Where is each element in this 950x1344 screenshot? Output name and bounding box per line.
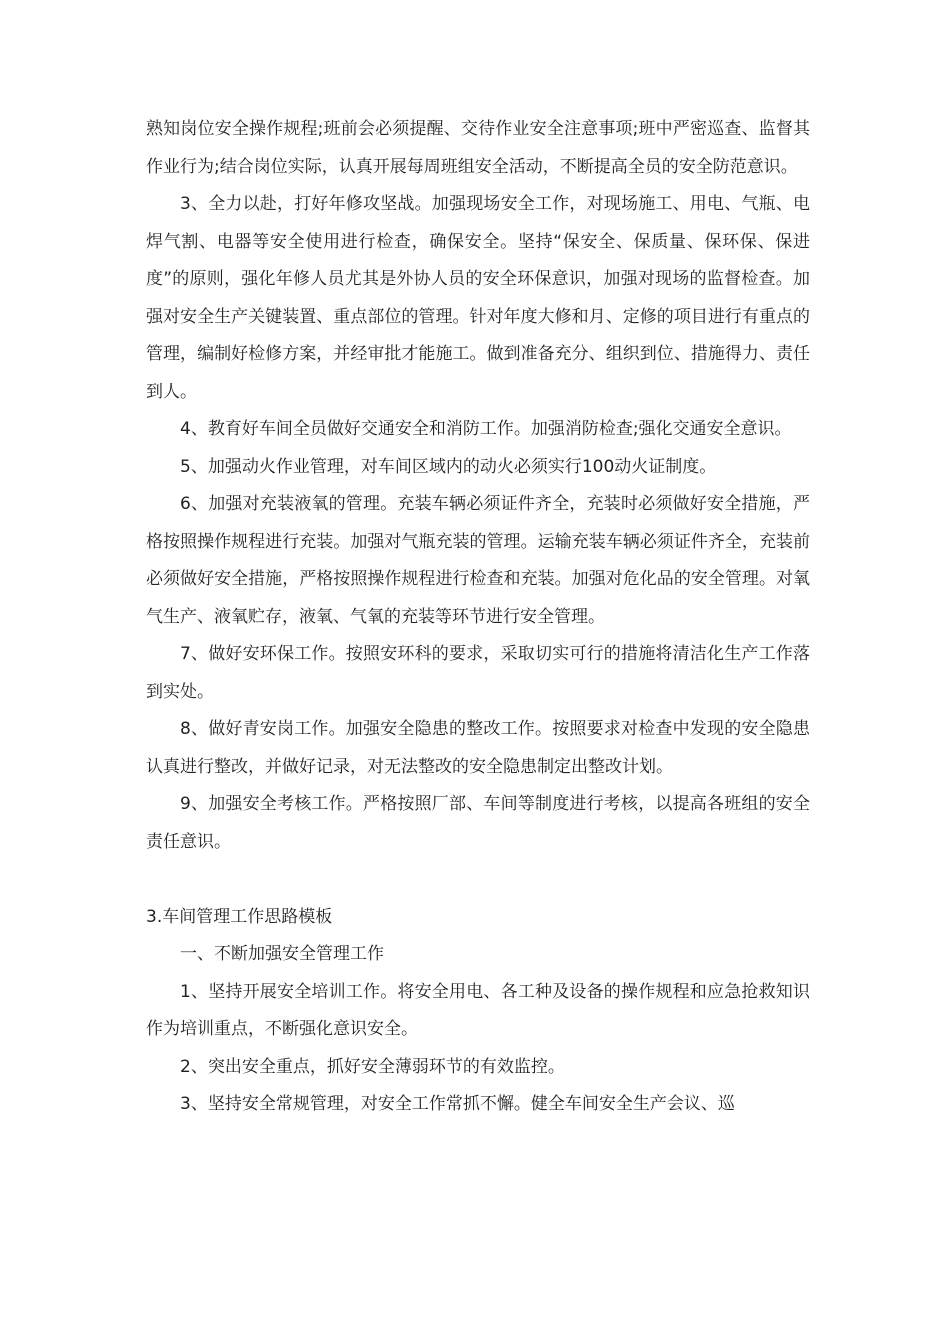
body-paragraph: 4、教育好车间全员做好交通安全和消防工作。加强消防检查;强化交通安全意识。 xyxy=(180,419,792,439)
body-paragraph: 6、加强对充装液氧的管理。充装车辆必须证件齐全，充装时必须做好安全措施，严格按照操作规程进行充装。加强对气瓶充装的管理。运输充装车辆必须证件齐全，充装前必须做好安全措施，严格按照操作规程进行检查和充装。加强对危化品的安全管理。对氧气生产、液氧贮存，液氧、气氧的充装等环节进行安全管理。 xyxy=(146,494,810,627)
body-paragraph: 7、做好安环保工作。按照安环科的要求，采取切实可行的措施将清洁化生产工作落到实处。 xyxy=(146,644,810,702)
body-paragraph: 3、坚持安全常规管理，对安全工作常抓不懈。健全车间安全生产会议、巡 xyxy=(180,1094,735,1114)
body-paragraph: 熟知岗位安全操作规程;班前会必须提醒、交待作业安全注意事项;班中严密巡查、监督其作业行为;结合岗位实际，认真开展每周班组安全活动，不断提高全员的安全防范意识。 xyxy=(146,119,810,177)
body-paragraph: 2、突出安全重点，抓好安全薄弱环节的有效监控。 xyxy=(180,1056,565,1077)
body-paragraph: 1、坚持开展安全培训工作。将安全用电、各工种及设备的操作规程和应急抢救知识作为培训重点，不断强化意识安全。 xyxy=(146,981,810,1039)
body-paragraph: 一、不断加强安全管理工作 xyxy=(180,944,384,964)
body-paragraph: 3、全力以赴，打好年修攻坚战。加强现场安全工作，对现场施工、用电、气瓶、电焊气割、电器等安全使用进行检查，确保安全。坚持“保安全、保质量、保环保、保进度”的原则，强化年修人员尤其是外协人员的安全环保意识，加强对现场的监督检查。加强对安全生产关键装置、重点部位的管理。针对年度大修和月、定修的项目进行有重点的管理，编制好检修方案，并经审批才能施工。做到准备充分、组织到位、措施得力、责任到人。 xyxy=(146,194,810,402)
document-body xyxy=(146,111,810,1124)
paragraph-spacer xyxy=(146,861,810,899)
body-paragraph: 8、做好青安岗工作。加强安全隐患的整改工作。按照要求对检查中发现的安全隐患认真进行整改，并做好记录，对无法整改的安全隐患制定出整改计划。 xyxy=(146,719,810,777)
body-paragraph: 9、加强安全考核工作。严格按照厂部、车间等制度进行考核，以提高各班组的安全责任意识。 xyxy=(146,794,810,852)
body-paragraph: 5、加强动火作业管理，对车间区域内的动火必须实行100动火证制度。 xyxy=(180,456,717,477)
section-title: 3.车间管理工作思路模板 xyxy=(146,906,333,927)
